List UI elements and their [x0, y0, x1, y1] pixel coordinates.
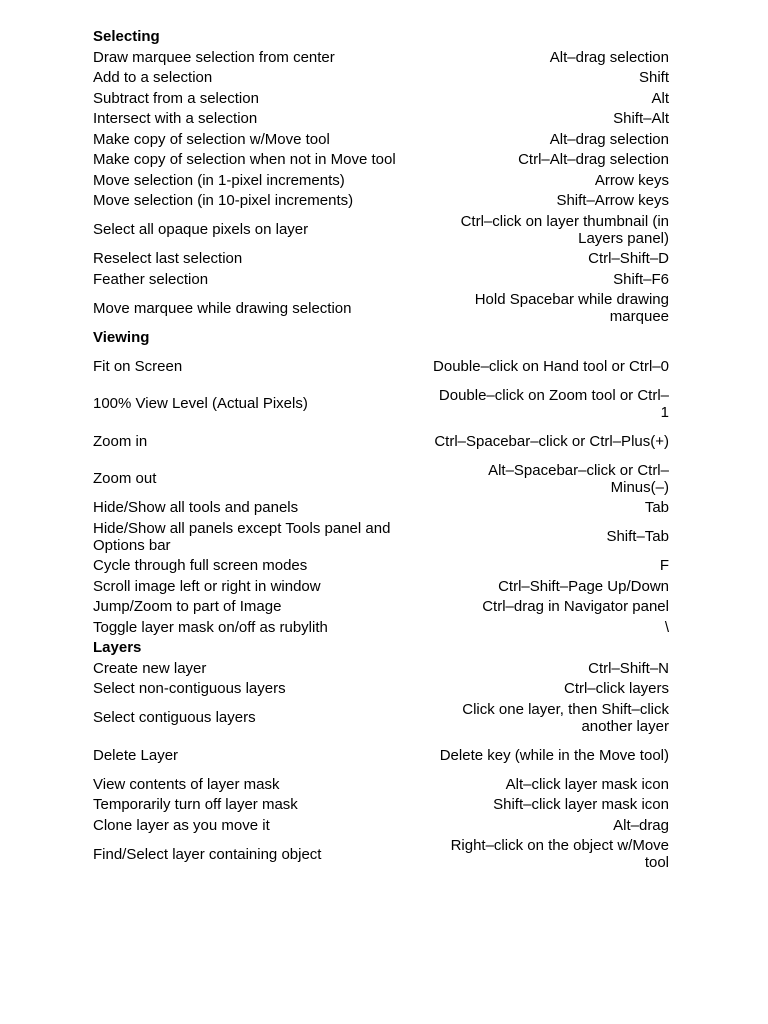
shortcut-row	[93, 192, 669, 209]
action-label: 100% View Level (Actual Pixels)	[93, 395, 308, 412]
shortcut-keys: Delete key (while in the Move tool)	[439, 746, 669, 764]
shortcut-row	[93, 49, 669, 66]
shortcut-row	[93, 598, 669, 615]
shortcut-keys: Ctrl–click on layer thumbnail (in Layers panel)	[460, 212, 669, 247]
shortcut-keys: Alt–click layer mask icon	[505, 775, 669, 793]
section-heading-selecting: Selecting	[93, 28, 160, 45]
shortcut-row	[93, 738, 669, 772]
shortcut-keys: Double–click on Hand tool or Ctrl–0	[433, 357, 669, 375]
shortcut-keys: Ctrl–Alt–drag selection	[518, 151, 669, 168]
action-label: Add to a selection	[93, 69, 213, 86]
shortcut-row	[93, 271, 669, 288]
shortcut-keys: Ctrl–Shift–N	[588, 659, 669, 677]
action-label: Make copy of selection w/Move tool	[93, 130, 330, 148]
action-label: Zoom out	[93, 470, 157, 487]
action-label: Draw marquee selection from center	[93, 48, 335, 66]
shortcut-row	[93, 213, 669, 247]
shortcut-row	[93, 499, 669, 516]
shortcut-row	[93, 172, 669, 189]
shortcut-row	[93, 387, 669, 421]
shortcut-row	[93, 90, 669, 107]
shortcut-row	[93, 291, 669, 325]
shortcut-keys: Shift	[638, 69, 669, 86]
shortcut-row	[93, 557, 669, 574]
action-label: Select non-contiguous layers	[93, 680, 286, 697]
shortcut-keys: Double–click on Zoom tool or Ctrl–1	[438, 386, 669, 421]
action-label: Move selection (in 1-pixel increments)	[93, 171, 345, 189]
shortcut-keys: Ctrl–Shift–Page Up/Down	[498, 577, 669, 595]
shortcut-row	[93, 796, 669, 813]
shortcut-row	[93, 349, 669, 383]
shortcut-keys: Shift–Arrow keys	[556, 192, 669, 209]
action-label: Reselect last selection	[93, 250, 243, 267]
shortcut-keys: Shift–click layer mask icon	[493, 796, 669, 813]
action-label: Intersect with a selection	[93, 110, 258, 127]
shortcut-keys: Ctrl–Shift–D	[588, 250, 669, 267]
shortcut-keys: Tab	[644, 499, 669, 516]
shortcut-row	[93, 250, 669, 267]
shortcut-row	[93, 817, 669, 834]
shortcut-keys: \	[664, 618, 669, 636]
action-label: Scroll image left or right in window	[93, 577, 321, 595]
shortcut-keys: Shift–Alt	[613, 110, 669, 127]
action-label: Jump/Zoom to part of Image	[93, 598, 282, 615]
action-label: Create new layer	[93, 659, 207, 677]
action-label: Zoom in	[93, 432, 148, 450]
action-label: Delete Layer	[93, 746, 179, 764]
shortcut-row	[93, 619, 669, 636]
shortcut-row	[93, 578, 669, 595]
shortcut-sheet	[93, 28, 669, 875]
shortcut-row	[93, 660, 669, 677]
shortcut-row	[93, 151, 669, 168]
action-label: Select contiguous layers	[93, 709, 256, 726]
shortcut-keys: Arrow keys	[594, 171, 669, 189]
section-heading-viewing: Viewing	[93, 328, 150, 346]
action-label: Toggle layer mask on/off as rubylith	[93, 618, 328, 636]
shortcut-row	[93, 131, 669, 148]
shortcut-row	[93, 776, 669, 793]
action-label: Move marquee while drawing selection	[93, 299, 352, 317]
shortcut-keys: F	[659, 557, 669, 574]
shortcut-row	[93, 837, 669, 871]
shortcut-keys: Ctrl–Spacebar–click or Ctrl–Plus(+)	[434, 432, 669, 450]
action-label: Move selection (in 10-pixel increments)	[93, 192, 354, 209]
action-label: Fit on Screen	[93, 357, 183, 375]
action-label: Select all opaque pixels on layer	[93, 221, 309, 238]
shortcut-keys: Alt	[651, 89, 669, 107]
shortcut-keys: Hold Spacebar while drawing marquee	[474, 291, 669, 325]
shortcut-row	[93, 110, 669, 127]
action-label: Hide/Show all panels except Tools panel and Options bar	[93, 519, 391, 554]
shortcut-row	[93, 462, 669, 496]
action-label: Hide/Show all tools and panels	[93, 499, 299, 516]
shortcut-row	[93, 424, 669, 458]
action-label: Find/Select layer containing object	[93, 845, 322, 863]
shortcut-row	[93, 701, 669, 735]
action-label: Cycle through full screen modes	[93, 557, 308, 574]
shortcut-keys: Alt–Spacebar–click or Ctrl–Minus(–)	[488, 461, 669, 496]
shortcut-keys: Right–click on the object w/Move tool	[450, 837, 669, 871]
shortcut-keys: Shift–F6	[613, 270, 669, 288]
action-label: Make copy of selection when not in Move tool	[93, 151, 396, 168]
action-label: Clone layer as you move it	[93, 816, 270, 834]
action-label: Feather selection	[93, 270, 209, 288]
action-label: Temporarily turn off layer mask	[93, 796, 298, 813]
shortcut-keys: Click one layer, then Shift–click another layer	[462, 700, 669, 735]
shortcut-keys: Shift–Tab	[606, 528, 669, 545]
action-label: View contents of layer mask	[93, 775, 280, 793]
section-heading-layers: Layers	[93, 639, 142, 656]
shortcut-row	[93, 69, 669, 86]
shortcut-keys: Alt–drag	[613, 816, 669, 834]
shortcut-keys: Alt–drag selection	[549, 48, 669, 66]
shortcut-row	[93, 680, 669, 697]
shortcut-keys: Ctrl–drag in Navigator panel	[482, 598, 669, 615]
shortcut-keys: Alt–drag selection	[549, 130, 669, 148]
action-label: Subtract from a selection	[93, 89, 259, 107]
shortcut-keys: Ctrl–click layers	[563, 680, 669, 697]
shortcut-row	[93, 520, 669, 554]
